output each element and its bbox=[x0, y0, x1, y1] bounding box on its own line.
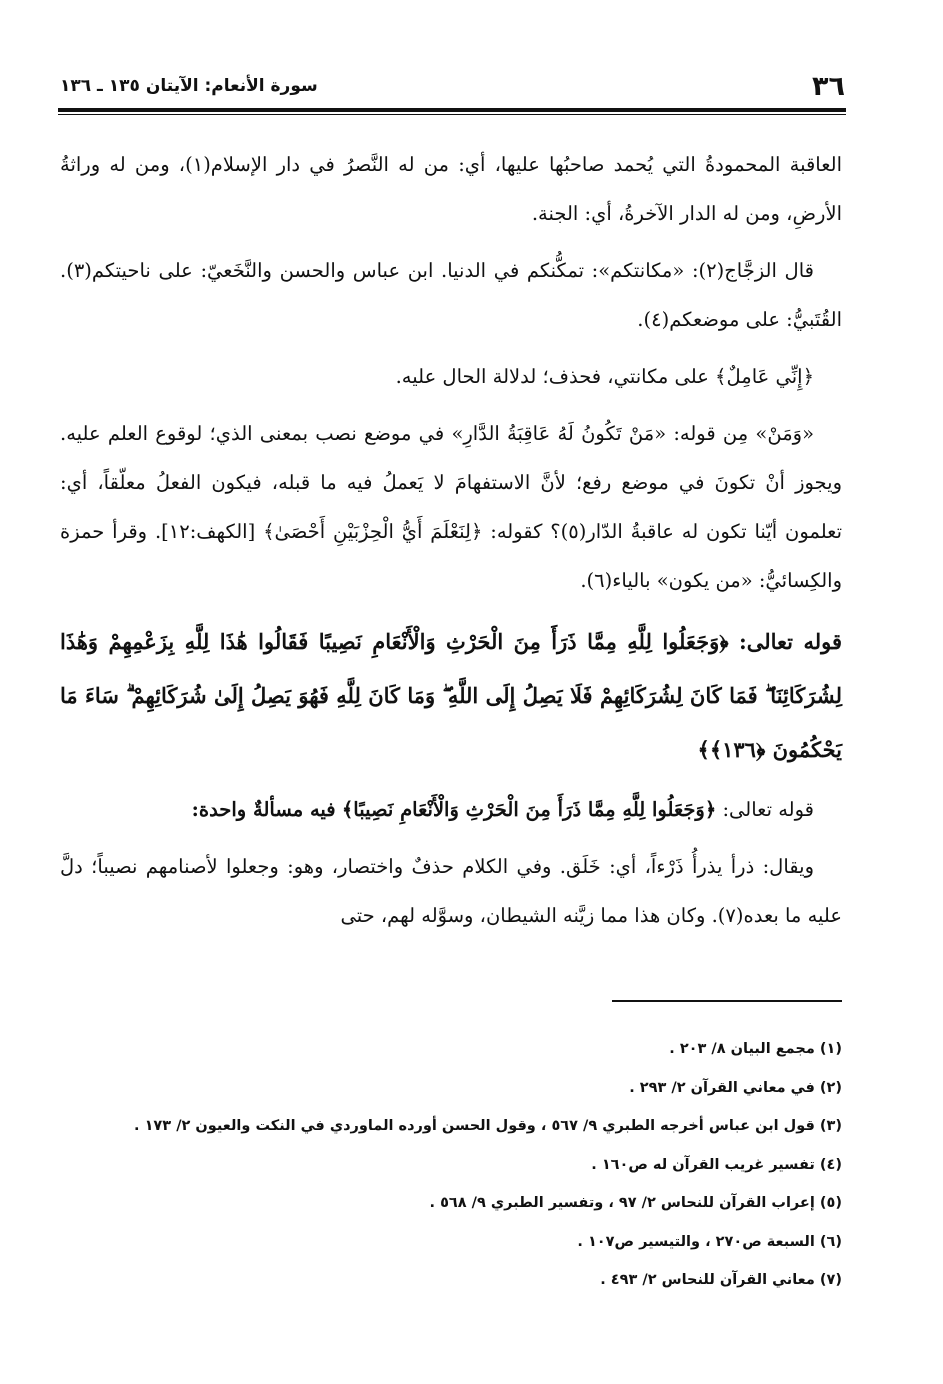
masala-verse: ﴿وَجَعَلُوا لِلَّهِ مِمَّا ذَرَأَ مِنَ الْحَرْثِ وَالْأَنْعَامِ نَصِيبًا﴾ bbox=[341, 798, 717, 821]
quran-verse-block bbox=[60, 615, 842, 777]
quran-verse-text: ﴿وَجَعَلُوا لِلَّهِ مِمَّا ذَرَأَ مِنَ الْحَرْثِ وَالْأَنْعَامِ نَصِيبًا فَقَالُوا هَٰذَا لِلَّهِ بِزَعْمِهِمْ وَهَٰذَا لِشُرَكَائِنَا ۖ فَمَا كَانَ لِشُرَكَائِهِمْ فَلَا يَصِلُ إِلَى اللَّهِ ۖ وَمَا كَانَ لِلَّهِ فَهُوَ يَصِلُ إِلَىٰ شُرَكَائِهِمْ ۗ سَاءَ مَا يَحْكُمُونَ ﴿١٣٦﴾﴾ bbox=[60, 629, 842, 762]
footnote-7: (٧) معاني القرآن للنحاس ٢/ ٤٩٣ . bbox=[600, 1272, 842, 1288]
running-title: سورة الأنعام: الآيتان ١٣٥ ـ ١٣٦ bbox=[60, 76, 318, 96]
footnotes bbox=[60, 1030, 842, 1300]
paragraph-1: العاقبة المحمودةُ التي يُحمد صاحبُها عليها، أي: من له النَّصرُ في دار الإسلام(١)، ومن له وراثةُ الأرضِ، ومن له الدار الآخرةُ، أي: الجنة. bbox=[60, 153, 842, 225]
paragraph-final: ويقال: ذرأ يذرأُ ذَرْءاً، أي: خَلَق. وفي الكلام حذفٌ واختصار، وهو: وجعلوا لأصنامهم نصيباً؛ دلَّ عليه ما بعده(٧). وكان هذا مما زيَّنه الشيطان، وسوَّله لهم، حتى bbox=[60, 855, 842, 927]
footnote-3: (٣) قول ابن عباس أخرجه الطبري ٩/ ٥٦٧ ، وقول الحسن أورده الماوردي في النكت والعيون ٢/ ١٧٣ . bbox=[134, 1118, 842, 1134]
paragraph-4: «وَمَنْ» مِن قوله: «مَنْ تَكُونُ لَهُ عَاقِبَةُ الدَّارِ» في موضع نصب بمعنى الذي؛ لوقوع العلم عليه. ويجوز أنْ تكونَ في موضع رفع؛ لأنَّ الاستفهامَ لا يَعملُ فيه ما قبله، فيكون الفعلُ معلّقاً، أي: تعلمون أيّنا تكون له عاقبةُ الدّار(٥)؟ كقوله: ﴿لِنَعْلَمَ أَيُّ الْحِزْبَيْنِ أَحْصَىٰ﴾ [الكهف:١٢]. وقرأ حمزة والكِسائيُّ: «من يكون» بالياء(٦). bbox=[60, 422, 842, 592]
main-text bbox=[60, 140, 842, 940]
footnote-2: (٢) في معاني القرآن ٢/ ٢٩٣ . bbox=[629, 1079, 842, 1096]
paragraph-3: ﴿إِنِّي عَامِلٌ﴾ على مكانتي، فحذف؛ لدلالة الحال عليه. bbox=[395, 365, 814, 388]
quran-label: قوله تعالى: bbox=[739, 629, 843, 654]
masala-label: قوله تعالى: bbox=[722, 798, 814, 821]
header-rule-thin bbox=[58, 114, 846, 115]
masala-tail: فيه مسألةٌ واحدة: bbox=[191, 798, 336, 821]
page-header bbox=[60, 64, 845, 108]
footnote-4: (٤) تفسير غريب القرآن له ص١٦٠ . bbox=[591, 1156, 842, 1173]
footnote-rule bbox=[612, 1000, 842, 1002]
page-number: ٣٦ bbox=[812, 70, 845, 102]
footnote-1: (١) مجمع البيان ٨/ ٢٠٣ . bbox=[669, 1041, 842, 1057]
footnote-5: (٥) إعراب القرآن للنحاس ٢/ ٩٧ ، وتفسير الطبري ٩/ ٥٦٨ . bbox=[429, 1195, 842, 1211]
footnote-6: (٦) السبعة ص٢٧٠ ، والتيسير ص١٠٧ . bbox=[577, 1233, 842, 1250]
masala-paragraph bbox=[60, 785, 842, 834]
header-rule bbox=[58, 108, 846, 112]
paragraph-2: قال الزجَّاج(٢): «مكانتكم»: تمكُّنكم في الدنيا. ابن عباس والحسن والنَّخَعيّ: على ناحيتكم(٣). القُتَبيُّ: على موضعكم(٤). bbox=[60, 259, 842, 331]
